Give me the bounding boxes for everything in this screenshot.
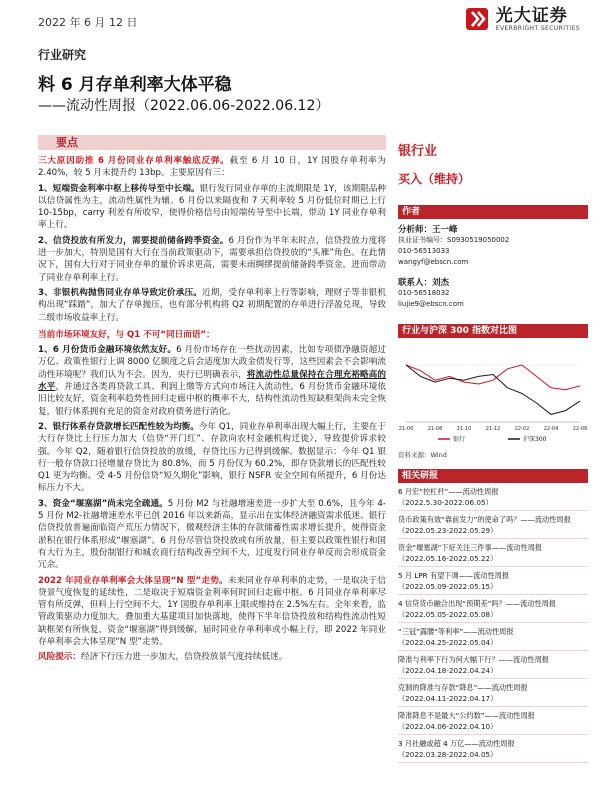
- series-line-csi300: [406, 365, 580, 414]
- legend-label: 银行: [453, 436, 466, 443]
- related-report-date: （2022.05.09-2022.05.15）: [398, 582, 498, 591]
- industry-name: 银行业: [398, 144, 438, 159]
- report-date: 2022 年 6 月 12 日: [38, 16, 138, 29]
- contact-email: liujie9@ebscn.com: [398, 300, 464, 308]
- author-heading: 作者: [398, 205, 588, 219]
- related-report-title: 降准降息不是最大“公约数”——流动性周报: [398, 711, 535, 720]
- related-report-item[interactable]: [398, 710, 588, 732]
- analyst-name: 分析师：王一峰: [398, 225, 458, 235]
- analyst-phone: 010-56513033: [398, 247, 450, 255]
- divider: [398, 510, 588, 511]
- summary-column: [38, 135, 386, 664]
- related-report-date: （2022.04.11-2022.04.17）: [398, 694, 498, 703]
- related-report-date: （2022.5.30-2022.06.05）: [398, 498, 493, 507]
- summary-intro: 三大原因助推 6 月份同业存单利率触底反弹。截至 6 月 10 日，1Y 国股存单利率为 2.40%，较 5 月末提升约 13bp。主要原因有三：: [38, 156, 387, 179]
- environment-1: 1、6 月份货币金融环境依然友好。6 月份市场存在一些扰动因素，比如专项债净融资超过万亿、政策性银行上调 8000 亿额度之后会适度加大政金债发行等，这些因素会不会影响流动性环境呢？我们认为不会。因为，央行已明确表示，将流动性总量保持在合理充裕略高的水平，并通过各类再贷款工具、利润上缴等方式向市场注入流动性，6 月份货币金融环境依旧比较友好，资金利率趋势性回归走廊中枢的概率不大，结构性流动性短缺框架尚未完全恢复，银行体系拥有充足的资金对政府债务进行消化。: [38, 345, 387, 417]
- legend-label: 沪深300: [523, 436, 547, 443]
- related-report-item[interactable]: [398, 598, 588, 620]
- x-tick-label: 21-10: [456, 426, 472, 432]
- related-report-date: （2022.05.16-2022.05.22）: [398, 554, 498, 563]
- related-report-date: （2022.05.23-2022.05.29）: [398, 526, 498, 535]
- related-report-date: （2022.04.06-2022.04.10）: [398, 722, 498, 731]
- divider: [398, 594, 588, 595]
- environment-heading: 当前市场环境友好，与 Q1 不可“同日而语”：: [38, 329, 215, 340]
- x-tick-label: 21-08: [427, 426, 443, 432]
- related-report-title: 货币政策有效“靠前发力”的使命了吗？——流动性周报: [398, 515, 571, 524]
- chart-source: 资料来源：Wind: [398, 451, 447, 459]
- related-report-title: “三冠”露腰“等利率”——流动性周报: [398, 627, 514, 636]
- x-tick-label: 21-06: [398, 426, 414, 432]
- divider: [398, 622, 588, 623]
- related-report-title: 4 信贷货币融合出现“预期差”吗？——流动性周报: [398, 599, 557, 608]
- environment-3: 3、资金“堰塞湖”尚未完全疏通。5 月份 M2 与社融增速差进一步扩大至 0.6%，且今年 4-5 月份 M2-社融增速差水平已创 2016 年以来新高，显示出在实体经济融资需求低迷、银行信贷投放普遍面临资产荒压力情况下，微观经济主体的存款储蓄性需求增长提升，使得资金淤积在银行体系形成“堰塞湖”。6 月份尽管信贷投放或有所放量，但主要以政策性银行和国有大行为主，股份制银行和城农商行结构改善空间不大，过度发行同业存单反而会形成资金冗余。: [38, 498, 386, 571]
- contact-name: 联系人：刘杰: [398, 278, 450, 288]
- related-report-item[interactable]: [398, 570, 588, 592]
- related-report-item[interactable]: [398, 486, 588, 508]
- related-report-date: （2022.04.18-2022.04.24）: [398, 666, 498, 675]
- related-report-item[interactable]: [398, 682, 588, 704]
- divider: [398, 678, 588, 679]
- related-report-title: 6 月宏“控杠杆”——流动性周报: [398, 487, 499, 496]
- chart-heading: 行业与沪深 300 指数对比图: [398, 324, 588, 338]
- related-report-date: （2022.04.25-2022.05.04）: [398, 638, 498, 647]
- divider: [398, 734, 588, 735]
- divider: [398, 650, 588, 651]
- related-report-date: （2022.03.28-2022.04.05）: [398, 750, 498, 759]
- reason-2: 2、信贷投放有所发力，需要提前储备跨季资金。6 月份作为半年末时点，信贷投放力度将进一步加大，特别是国有大行在当前政策驱动下，需要承担信贷投放的“头雁”角色。在此情况下，国有大行对于同业存单的量价诉求更高，需要未雨绸缪提前储备跨季资金，进而带动了同业存单利率上行。: [38, 235, 387, 283]
- related-report-title: 资金“堰塞湖”下症关注三件事——流动性周报: [398, 543, 543, 552]
- related-report-item[interactable]: [398, 514, 588, 536]
- summary-heading: 要点: [38, 135, 386, 150]
- divider: [398, 706, 588, 707]
- divider: [398, 566, 588, 567]
- series-line-bank: [406, 365, 580, 390]
- related-reports-list: [398, 486, 588, 763]
- related-heading: 相关研报: [398, 469, 588, 483]
- chart-canvas: [398, 338, 588, 448]
- related-report-title: 降准与利率下行为何大幅下行？——流动性周报: [398, 655, 549, 664]
- related-report-item[interactable]: [398, 542, 588, 564]
- environment-2: 2、银行体系存贷款增长匹配性较为均衡。今年 Q1，同业存单利率出现大幅上行，主要在于大行存贷比上行压力加大（信贷“开门红”、存款向农村金融机构迁徙），导致提价诉求较强。今年 Q2，随着银行信贷投放的放缓，存贷比压力已得到缓解。数据显示：今年 Q1 银行一般存贷款口径增量存贷比为 80.8%，而 5 月份仅为 60.2%，即存贷款增长的匹配性较 Q1 更为均衡。受 4-5 月份信贷“短久期化”影响，银行 NSFR 安全空间有所提升，6 月份达标压力不大。: [38, 421, 387, 494]
- x-tick-label: 22-04: [543, 426, 559, 432]
- outlook-paragraph: 2022 年同业存单利率会大体呈现“N 型”走势。未来同业存单利率的走势，一是取决于信贷景气度恢复的延续性，二是取决于短端资金利率何时回归走廊中枢。6 月同业存单利率尽管有所反弹，但料上行空间不大，1Y 国股存单利率上限或维持在 2.5%左右。全年来看，监管政策驱动力度加大，叠加重大基建项目加快落地，使得下半年信贷投放和结构性流动性短缺框架有所恢复，资金“堰塞湖”得到缓解，届时同业存单利率或小幅上行，即 2022 年同业存单利率会大体呈现“N 型”走势。: [38, 575, 386, 647]
- contact-phone: 010-56518032: [398, 289, 450, 297]
- everbright-logo-icon: [464, 6, 490, 32]
- related-report-item[interactable]: [398, 654, 588, 676]
- related-report-item[interactable]: [398, 626, 588, 648]
- x-tick-label: 22-02: [514, 426, 530, 432]
- analyst-cert: 执业证书编号：S0930519050002: [398, 236, 510, 244]
- report-category: 行业研究: [38, 48, 87, 62]
- sidebar: [398, 135, 588, 763]
- reason-1: 1、短端资金利率中枢上移传导至中长端。银行发行同业存单的主流期限是 1Y，该期限品种以信贷属性为主，流动性属性为辅。6 月份以来隔夜和 7 天利率较 5 月份低位时期已上行 10-15bp，carry 利差有所收窄，使得价格信号由短端传导至中长端，带动 1Y 同业存单利率上行。: [38, 183, 386, 231]
- report-title: 料 6 月存单利率大体平稳: [38, 75, 232, 95]
- related-report-title: 5 月 LPR 有望下调——流动性周报: [398, 571, 510, 580]
- reason-3: 3、非银机构抛售同业存单导致定价承压。近期，受存单利率上行等影响，理财子等非银机构出现“踩踏”，加大了存单抛压，也有部分机构将 Q2 初期配置的存单进行浮盈兑现，导致二级市场收益率上行。: [38, 287, 386, 323]
- rating: 买入（维持）: [398, 172, 471, 186]
- divider: [398, 538, 588, 539]
- related-report-date: （2022.05.05-2022.05.08）: [398, 610, 498, 619]
- x-tick-label: 22-06: [572, 426, 588, 432]
- index-comparison-chart: [398, 338, 588, 448]
- brand-logo: [464, 6, 580, 32]
- brand-name-cn: 光大证券: [495, 5, 568, 26]
- related-report-item[interactable]: [398, 738, 588, 760]
- report-subtitle: ——流动性周报（2022.06.06-2022.06.12）: [38, 98, 330, 114]
- x-tick-label: 21-12: [485, 426, 501, 432]
- divider: [398, 762, 588, 763]
- risk-warning: 风险提示：经济下行压力进一步加大，信贷投放景气度持续低迷。: [38, 652, 288, 663]
- related-report-title: 克制的降准与存款“降息”——流动性周报: [398, 683, 528, 692]
- brand-name-en: EVERBRIGHT SECURITIES: [495, 24, 580, 32]
- analyst-email: wangyf@ebscn.com: [398, 258, 469, 266]
- related-report-title: 3 月社融或超 4 万亿——流动性周报: [398, 739, 515, 748]
- author-block: [398, 223, 588, 310]
